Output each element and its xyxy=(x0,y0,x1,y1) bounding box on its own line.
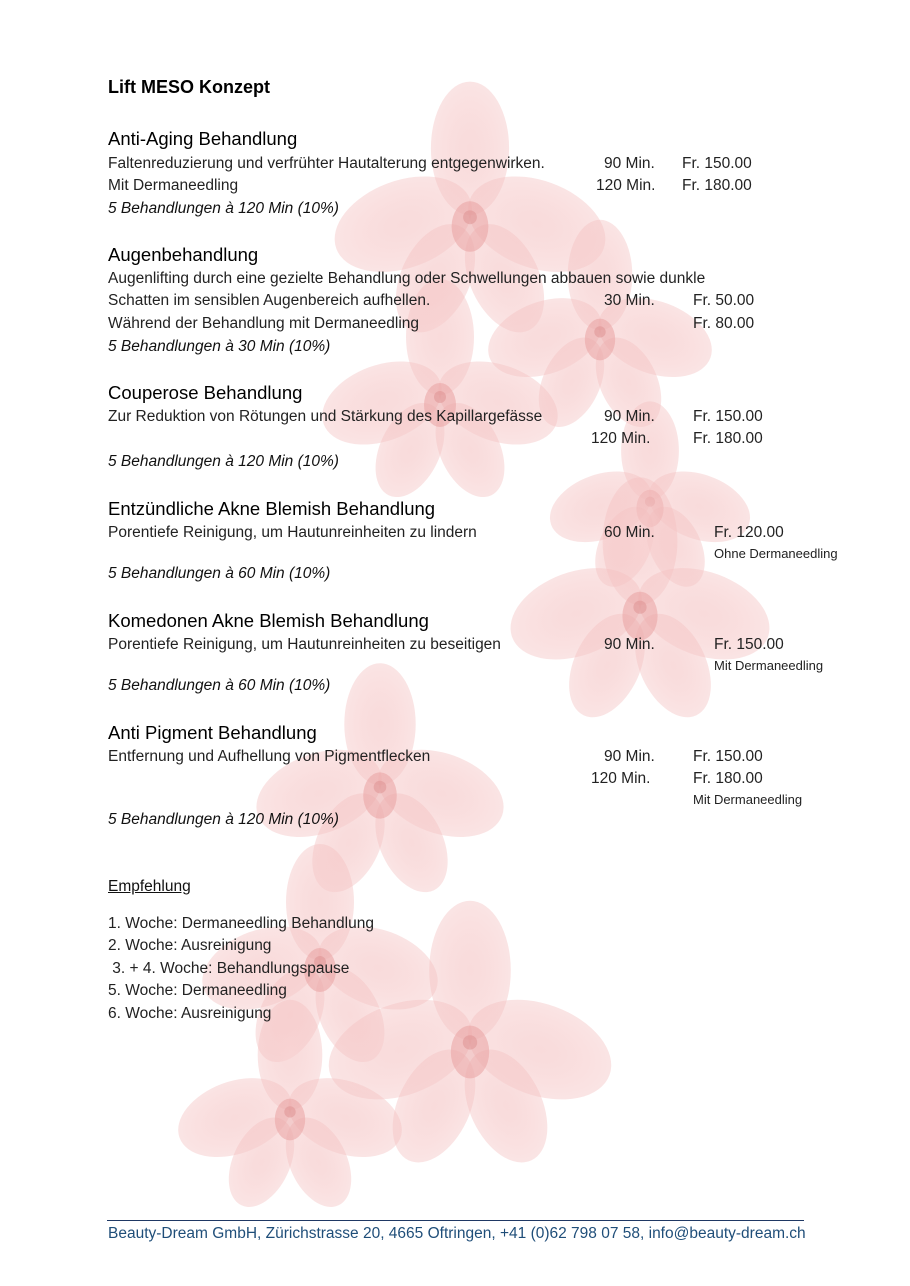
anti-aging-duration-2: 120 Min. xyxy=(596,177,656,194)
recommendation-item: 6. Woche: Ausreinigung xyxy=(108,1005,272,1022)
anti-aging-option: Mit Dermaneedling xyxy=(108,177,239,194)
anti-aging-price-2: Fr. 180.00 xyxy=(682,177,752,194)
pigment-duration-1: 90 Min. xyxy=(604,748,655,765)
pigment-price-2: Fr. 180.00 xyxy=(693,770,763,787)
couperose-price-1: Fr. 150.00 xyxy=(693,408,763,425)
anti-aging-price-1: Fr. 150.00 xyxy=(682,155,752,172)
recommendation-item: 3. + 4. Woche: Behandlungspause xyxy=(108,960,350,977)
couperose-package: 5 Behandlungen à 120 Min (10%) xyxy=(108,453,339,470)
komedonen-note: Mit Dermaneedling xyxy=(714,658,824,673)
anti-aging-description: Faltenreduzierung und verfrühter Hautalterung entgegenwirken. xyxy=(108,155,545,172)
augen-price-1: Fr. 50.00 xyxy=(693,292,755,309)
komedonen-duration: 90 Min. xyxy=(604,636,655,653)
entzuendliche-note: Ohne Dermaneedling xyxy=(714,546,838,561)
entzuendliche-price: Fr. 120.00 xyxy=(714,524,784,541)
section-heading-anti-aging: Anti-Aging Behandlung xyxy=(108,128,298,149)
pigment-package: 5 Behandlungen à 120 Min (10%) xyxy=(108,811,339,828)
recommendation-item: 5. Woche: Dermaneedling xyxy=(108,982,287,999)
section-heading-anti-pigment: Anti Pigment Behandlung xyxy=(108,722,317,743)
section-heading-entzuendliche-akne: Entzündliche Akne Blemish Behandlung xyxy=(108,498,436,519)
recommendation-heading: Empfehlung xyxy=(108,878,191,895)
augen-duration: 30 Min. xyxy=(604,292,655,309)
pigment-duration-2: 120 Min. xyxy=(591,770,651,787)
footer-contact: Beauty-Dream GmbH, Zürichstrasse 20, 4665 Oftringen, +41 (0)62 798 07 58, info@beauty-dream.ch xyxy=(108,1225,806,1242)
komedonen-description: Porentiefe Reinigung, um Hautunreinheiten zu beseitigen xyxy=(108,636,501,653)
couperose-price-2: Fr. 180.00 xyxy=(693,430,763,447)
section-heading-couperose: Couperose Behandlung xyxy=(108,382,303,403)
komedonen-price: Fr. 150.00 xyxy=(714,636,784,653)
augen-description-2: Schatten im sensiblen Augenbereich aufhellen. xyxy=(108,292,431,309)
document-title: Lift MESO Konzept xyxy=(108,77,270,97)
anti-aging-package: 5 Behandlungen à 120 Min (10%) xyxy=(108,200,339,217)
entzuendliche-description: Porentiefe Reinigung, um Hautunreinheiten zu lindern xyxy=(108,524,477,541)
couperose-duration-2: 120 Min. xyxy=(591,430,651,447)
komedonen-package: 5 Behandlungen à 60 Min (10%) xyxy=(108,677,331,694)
pigment-description: Entfernung und Aufhellung von Pigmentflecken xyxy=(108,748,431,765)
augen-description-1: Augenlifting durch eine gezielte Behandlung oder Schwellungen abbauen sowie dunkle xyxy=(108,270,706,287)
anti-aging-duration-1: 90 Min. xyxy=(604,155,655,172)
section-heading-komedonen-akne: Komedonen Akne Blemish Behandlung xyxy=(108,610,429,631)
couperose-description: Zur Reduktion von Rötungen und Stärkung des Kapillargefässe xyxy=(108,408,543,425)
entzuendliche-package: 5 Behandlungen à 60 Min (10%) xyxy=(108,565,331,582)
augen-package: 5 Behandlungen à 30 Min (10%) xyxy=(108,338,331,355)
recommendation-item: 1. Woche: Dermaneedling Behandlung xyxy=(108,915,374,932)
recommendation-item: 2. Woche: Ausreinigung xyxy=(108,937,272,954)
entzuendliche-duration: 60 Min. xyxy=(604,524,655,541)
section-heading-augen: Augenbehandlung xyxy=(108,244,259,265)
footer-rule xyxy=(107,1220,804,1221)
augen-price-2: Fr. 80.00 xyxy=(693,315,755,332)
augen-option: Während der Behandlung mit Dermaneedling xyxy=(108,315,420,332)
pigment-note: Mit Dermaneedling xyxy=(693,792,803,807)
pigment-price-1: Fr. 150.00 xyxy=(693,748,763,765)
couperose-duration-1: 90 Min. xyxy=(604,408,655,425)
